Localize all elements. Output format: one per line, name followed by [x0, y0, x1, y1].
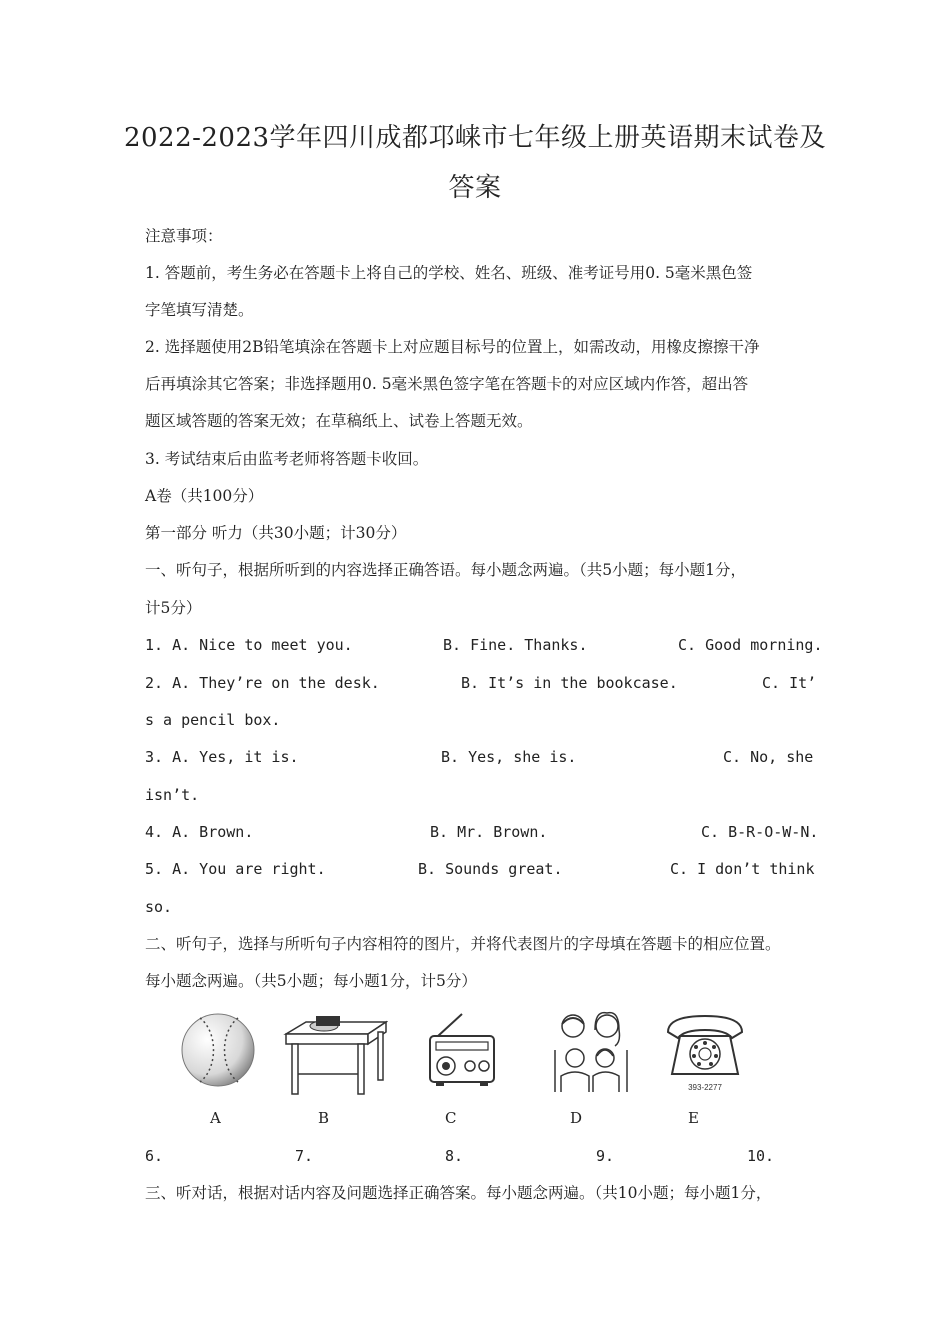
question-1-option-b: B. Fine. Thanks. — [443, 636, 588, 654]
question-3-option-a: 3. A. Yes, it is. — [145, 748, 299, 766]
question-3-option-b: B. Yes, she is. — [441, 748, 577, 766]
section-instruction: 一、听句子，根据所听到的内容选择正确答语。每小题念两遍。（共5小题；每小题1分， — [145, 561, 746, 579]
picture-label-a: A — [210, 1109, 221, 1127]
picture-label-b: B — [318, 1109, 330, 1127]
telephone-picture — [660, 1010, 750, 1094]
section-instruction: 三、听对话，根据对话内容及问题选择正确答案。每小题念两遍。（共10小题；每小题1分， — [145, 1184, 772, 1202]
question-4-option-a: 4. A. Brown. — [145, 823, 254, 841]
question-5-option-b: B. Sounds great. — [418, 860, 563, 878]
family-picture — [551, 1010, 635, 1092]
answer-blank-10: 10. — [747, 1147, 775, 1165]
question-5-option-a: 5. A. You are right. — [145, 860, 326, 878]
question-3-option-c: C. No, she — [723, 748, 814, 766]
picture-label-d: D — [570, 1109, 583, 1127]
notice-line: 题区域答题的答案无效；在草稿纸上、试卷上答题无效。 — [145, 412, 533, 430]
notice-line: 字笔填写清楚。 — [145, 301, 254, 319]
notice-line: 2. 选择题使用2B铅笔填涂在答题卡上对应题目标号的位置上，如需改动，用橡皮擦擦干净 — [145, 338, 760, 356]
baseball-picture — [178, 1010, 258, 1090]
notice-line: 后再填涂其它答案；非选择题用0. 5毫米黑色签字笔在答题卡的对应区域内作答，超出答 — [145, 375, 749, 393]
section-instruction: 每小题念两遍。（共5小题；每小题1分，计5分） — [145, 972, 477, 990]
question-1-option-c: C. Good morning. — [678, 636, 823, 654]
document-title-line-1: 2022-2023学年四川成都邛崃市七年级上册英语期末试卷及 — [123, 123, 827, 153]
picture-label-e: E — [688, 1109, 699, 1127]
question-2-continuation: s a pencil box. — [145, 711, 281, 729]
notice-line: 1. 答题前，考生务必在答题卡上将自己的学校、姓名、班级、准考证号用0. 5毫米黑色签 — [145, 264, 753, 282]
question-2-option-c: C. It’ — [762, 674, 817, 692]
part-heading: 第一部分 听力（共30小题；计30分） — [145, 524, 407, 542]
notice-heading: 注意事项： — [145, 227, 223, 245]
radio-picture — [426, 1010, 498, 1088]
question-4-option-c: C. B-R-O-W-N. — [701, 823, 819, 841]
answer-blank-9: 9. — [596, 1147, 615, 1165]
desk-picture — [282, 1010, 388, 1096]
picture-label-c: C — [445, 1109, 457, 1127]
notice-line: 3. 考试结束后由监考老师将答题卡收回。 — [145, 450, 429, 468]
question-1-option-a: 1. A. Nice to meet you. — [145, 636, 353, 654]
question-5-option-c: C. I don’t think — [670, 860, 815, 878]
question-3-continuation: isn’t. — [145, 786, 200, 804]
answer-blank-7: 7. — [295, 1147, 314, 1165]
question-4-option-b: B. Mr. Brown. — [430, 823, 548, 841]
question-2-option-a: 2. A. They’re on the desk. — [145, 674, 380, 692]
answer-blank-8: 8. — [445, 1147, 464, 1165]
answer-blank-6: 6. — [145, 1147, 164, 1165]
question-5-continuation: so. — [145, 898, 173, 916]
section-instruction: 计5分） — [145, 599, 202, 617]
section-instruction: 二、听句子，选择与所听句子内容相符的图片，并将代表图片的字母填在答题卡的相应位置。 — [145, 935, 781, 953]
volume-heading: A卷（共100分） — [145, 487, 264, 505]
document-title-line-2: 答案 — [448, 173, 502, 203]
phone-number-label: 393-2277 — [688, 1083, 722, 1092]
question-2-option-b: B. It’s in the bookcase. — [461, 674, 678, 692]
